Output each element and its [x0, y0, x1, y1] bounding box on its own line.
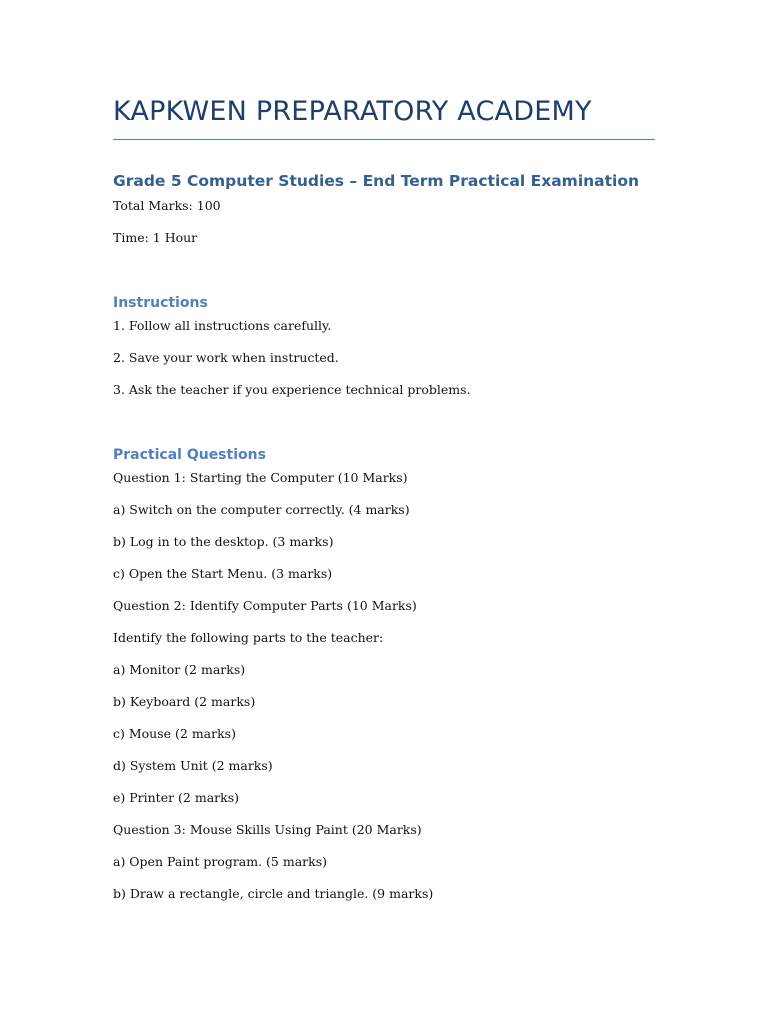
question-item: b) Log in to the desktop. (3 marks) — [113, 534, 334, 549]
question-item: a) Monitor (2 marks) — [113, 662, 246, 677]
total-marks: Total Marks: 100 — [113, 198, 221, 213]
question-heading: Question 2: Identify Computer Parts (10 Marks) — [113, 598, 417, 613]
instruction-item: 3. Ask the teacher if you experience technical problems. — [113, 382, 471, 397]
instructions-heading: Instructions — [113, 295, 208, 311]
question-item: c) Mouse (2 marks) — [113, 726, 236, 741]
instruction-item: 2. Save your work when instructed. — [113, 350, 339, 365]
instruction-item: 1. Follow all instructions carefully. — [113, 318, 332, 333]
question-instruction: Identify the following parts to the teacher: — [113, 630, 384, 645]
question-item: e) Printer (2 marks) — [113, 790, 240, 805]
question-item: c) Open the Start Menu. (3 marks) — [113, 566, 333, 581]
practical-questions-heading: Practical Questions — [113, 447, 266, 463]
exam-time: Time: 1 Hour — [113, 230, 198, 245]
question-item: b) Draw a rectangle, circle and triangle. (9 marks) — [113, 886, 434, 901]
question-item: b) Keyboard (2 marks) — [113, 694, 256, 709]
question-heading: Question 3: Mouse Skills Using Paint (20 Marks) — [113, 822, 422, 837]
question-heading: Question 1: Starting the Computer (10 Marks) — [113, 470, 408, 485]
question-item: a) Open Paint program. (5 marks) — [113, 854, 328, 869]
document-title: KAPKWEN PREPARATORY ACADEMY — [113, 96, 592, 127]
question-item: d) System Unit (2 marks) — [113, 758, 273, 773]
title-underline — [113, 139, 655, 140]
question-item: a) Switch on the computer correctly. (4 marks) — [113, 502, 410, 517]
exam-heading: Grade 5 Computer Studies – End Term Practical Examination — [113, 172, 640, 190]
